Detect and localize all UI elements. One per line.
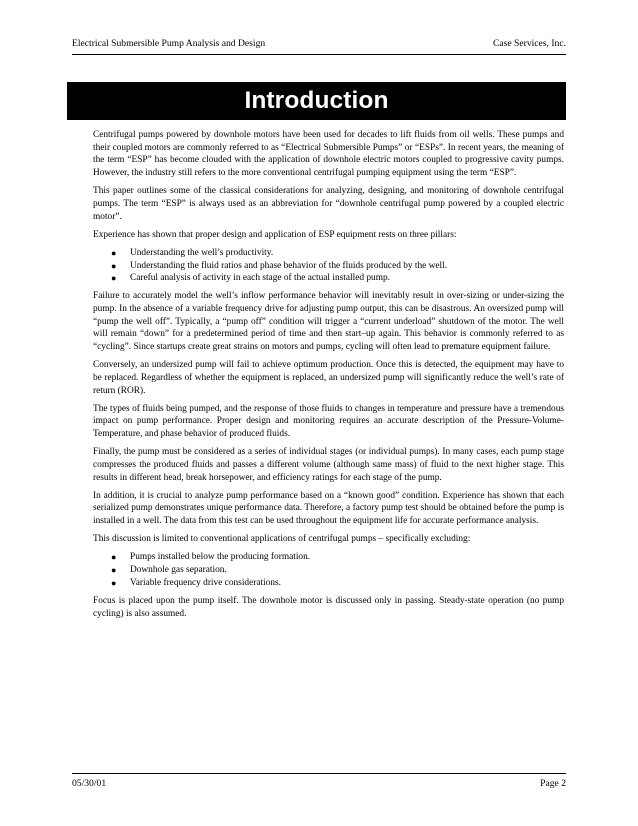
footer-page-number: Page 2 [540, 778, 566, 789]
paragraph-scope-limit: This discussion is limited to conventional applications of centrifugal pumps – specifically excluding: [93, 534, 471, 545]
exclusions-list [93, 551, 564, 589]
footer-divider [72, 773, 566, 774]
paragraph-esp-definition: Centrifugal pumps powered by downhole motors have been used for decades to lift fluids from oil wells. These pumps and their coupled motors are commonly referred to as “Electrical Submersible Pumps” or “ESPs”. In recent years, the meaning of the term “ESP” has become clouded with the application of downhole electric motors coupled to progressive cavity pumps. However, the industry still refers to the more conventional centrifugal pumping equipment using the term “ESP”. [93, 130, 564, 179]
header-company-name: Case Services, Inc. [493, 38, 566, 49]
section-title-banner [67, 82, 566, 120]
paragraph-three-pillars-intro: Experience has shown that proper design and application of ESP equipment rests on three pillars: [93, 229, 457, 240]
pillars-list [93, 247, 564, 285]
bullet-icon: ● [111, 565, 117, 575]
bullet-icon: ● [111, 552, 117, 563]
bullet-icon: ● [111, 260, 117, 271]
body-content [93, 129, 564, 626]
list-item: ● Understanding the fluid ratios and phase behavior of the fluids produced by the well. [111, 260, 448, 271]
list-item: ● Variable frequency drive considerations. [111, 577, 281, 588]
page-header [72, 38, 566, 49]
bullet-icon: ● [111, 577, 117, 588]
list-item: ● Understanding the well’s productivity. [111, 247, 274, 258]
list-item: ● Downhole gas separation. [111, 565, 227, 575]
paragraph-fluid-behavior: The types of fluids being pumped, and the response of those fluids to changes in temperature and pressure have a tremendous impact on pump performance. Proper design and monitoring requires an accurate description of the Pressure-Volume-Temperature, and phase behavior of produced fluids. [93, 403, 564, 440]
page-footer [72, 778, 566, 789]
paragraph-undersizing: Conversely, an undersized pump will fail to achieve optimum production. Once this is detected, the equipment may have to be replaced. Regardless of whether the equipment is replaced, an undersized pump will significantly reduce the well’s rate of return (ROR). [93, 360, 564, 396]
paragraph-known-good-condition: In addition, it is crucial to analyze pump performance based on a “known good” condition. Experience has shown that each serialized pump demonstrates unique performance data. Therefore, a factory pump test should be obtained before the pump is installed in a well. The data from this test can be used throughout the equipment life for accurate performance analysis. [93, 490, 564, 527]
paragraph-oversizing: Failure to accurately model the well’s inflow performance behavior will inevitably result in over-sizing or under-sizing the pump. In the absence of a variable frequency drive for adjusting pump output, this can be disastrous. An oversized pump will “pump the well off”. Typically, a “pump off” condition will trigger a “current underload” shutdown of the motor. The well will remain “down” for a predetermined period of time and then start–up again. This behavior is commonly referred to as “cycling”. Since startups create great strains on motors and pumps, cycling will often lead to premature equipment failure. [93, 291, 564, 353]
bullet-icon: ● [111, 273, 117, 284]
list-item: ● Pumps installed below the producing formation. [111, 552, 311, 563]
footer-date: 05/30/01 [72, 778, 107, 789]
list-item: ● Careful analysis of activity in each stage of the actual installed pump. [111, 273, 390, 284]
header-document-title: Electrical Submersible Pump Analysis and Design [72, 38, 266, 49]
paragraph-focus: Focus is placed upon the pump itself. The downhole motor is discussed only in passing. Steady-state operation (no pump cycling) is also assumed. [93, 595, 564, 619]
bullet-icon: ● [111, 247, 117, 258]
header-divider [72, 54, 566, 55]
paragraph-pump-stages: Finally, the pump must be considered as a series of individual stages (or individual pumps). In many cases, each pump stage compresses the produced fluids and passes a different volume (although same mass) of fluid to the next higher stage. This results in different head, break horsepower, and efficiency ratings for each stage of the pump. [93, 447, 564, 483]
section-title: Introduction [244, 87, 389, 114]
paragraph-paper-outline: This paper outlines some of the classical considerations for analyzing, designing, and monitoring of downhole centrifugal pumps. The term “ESP” is always used as an abbreviation for “downhole centrifugal pump powered by a coupled electric motor”. [93, 186, 564, 222]
